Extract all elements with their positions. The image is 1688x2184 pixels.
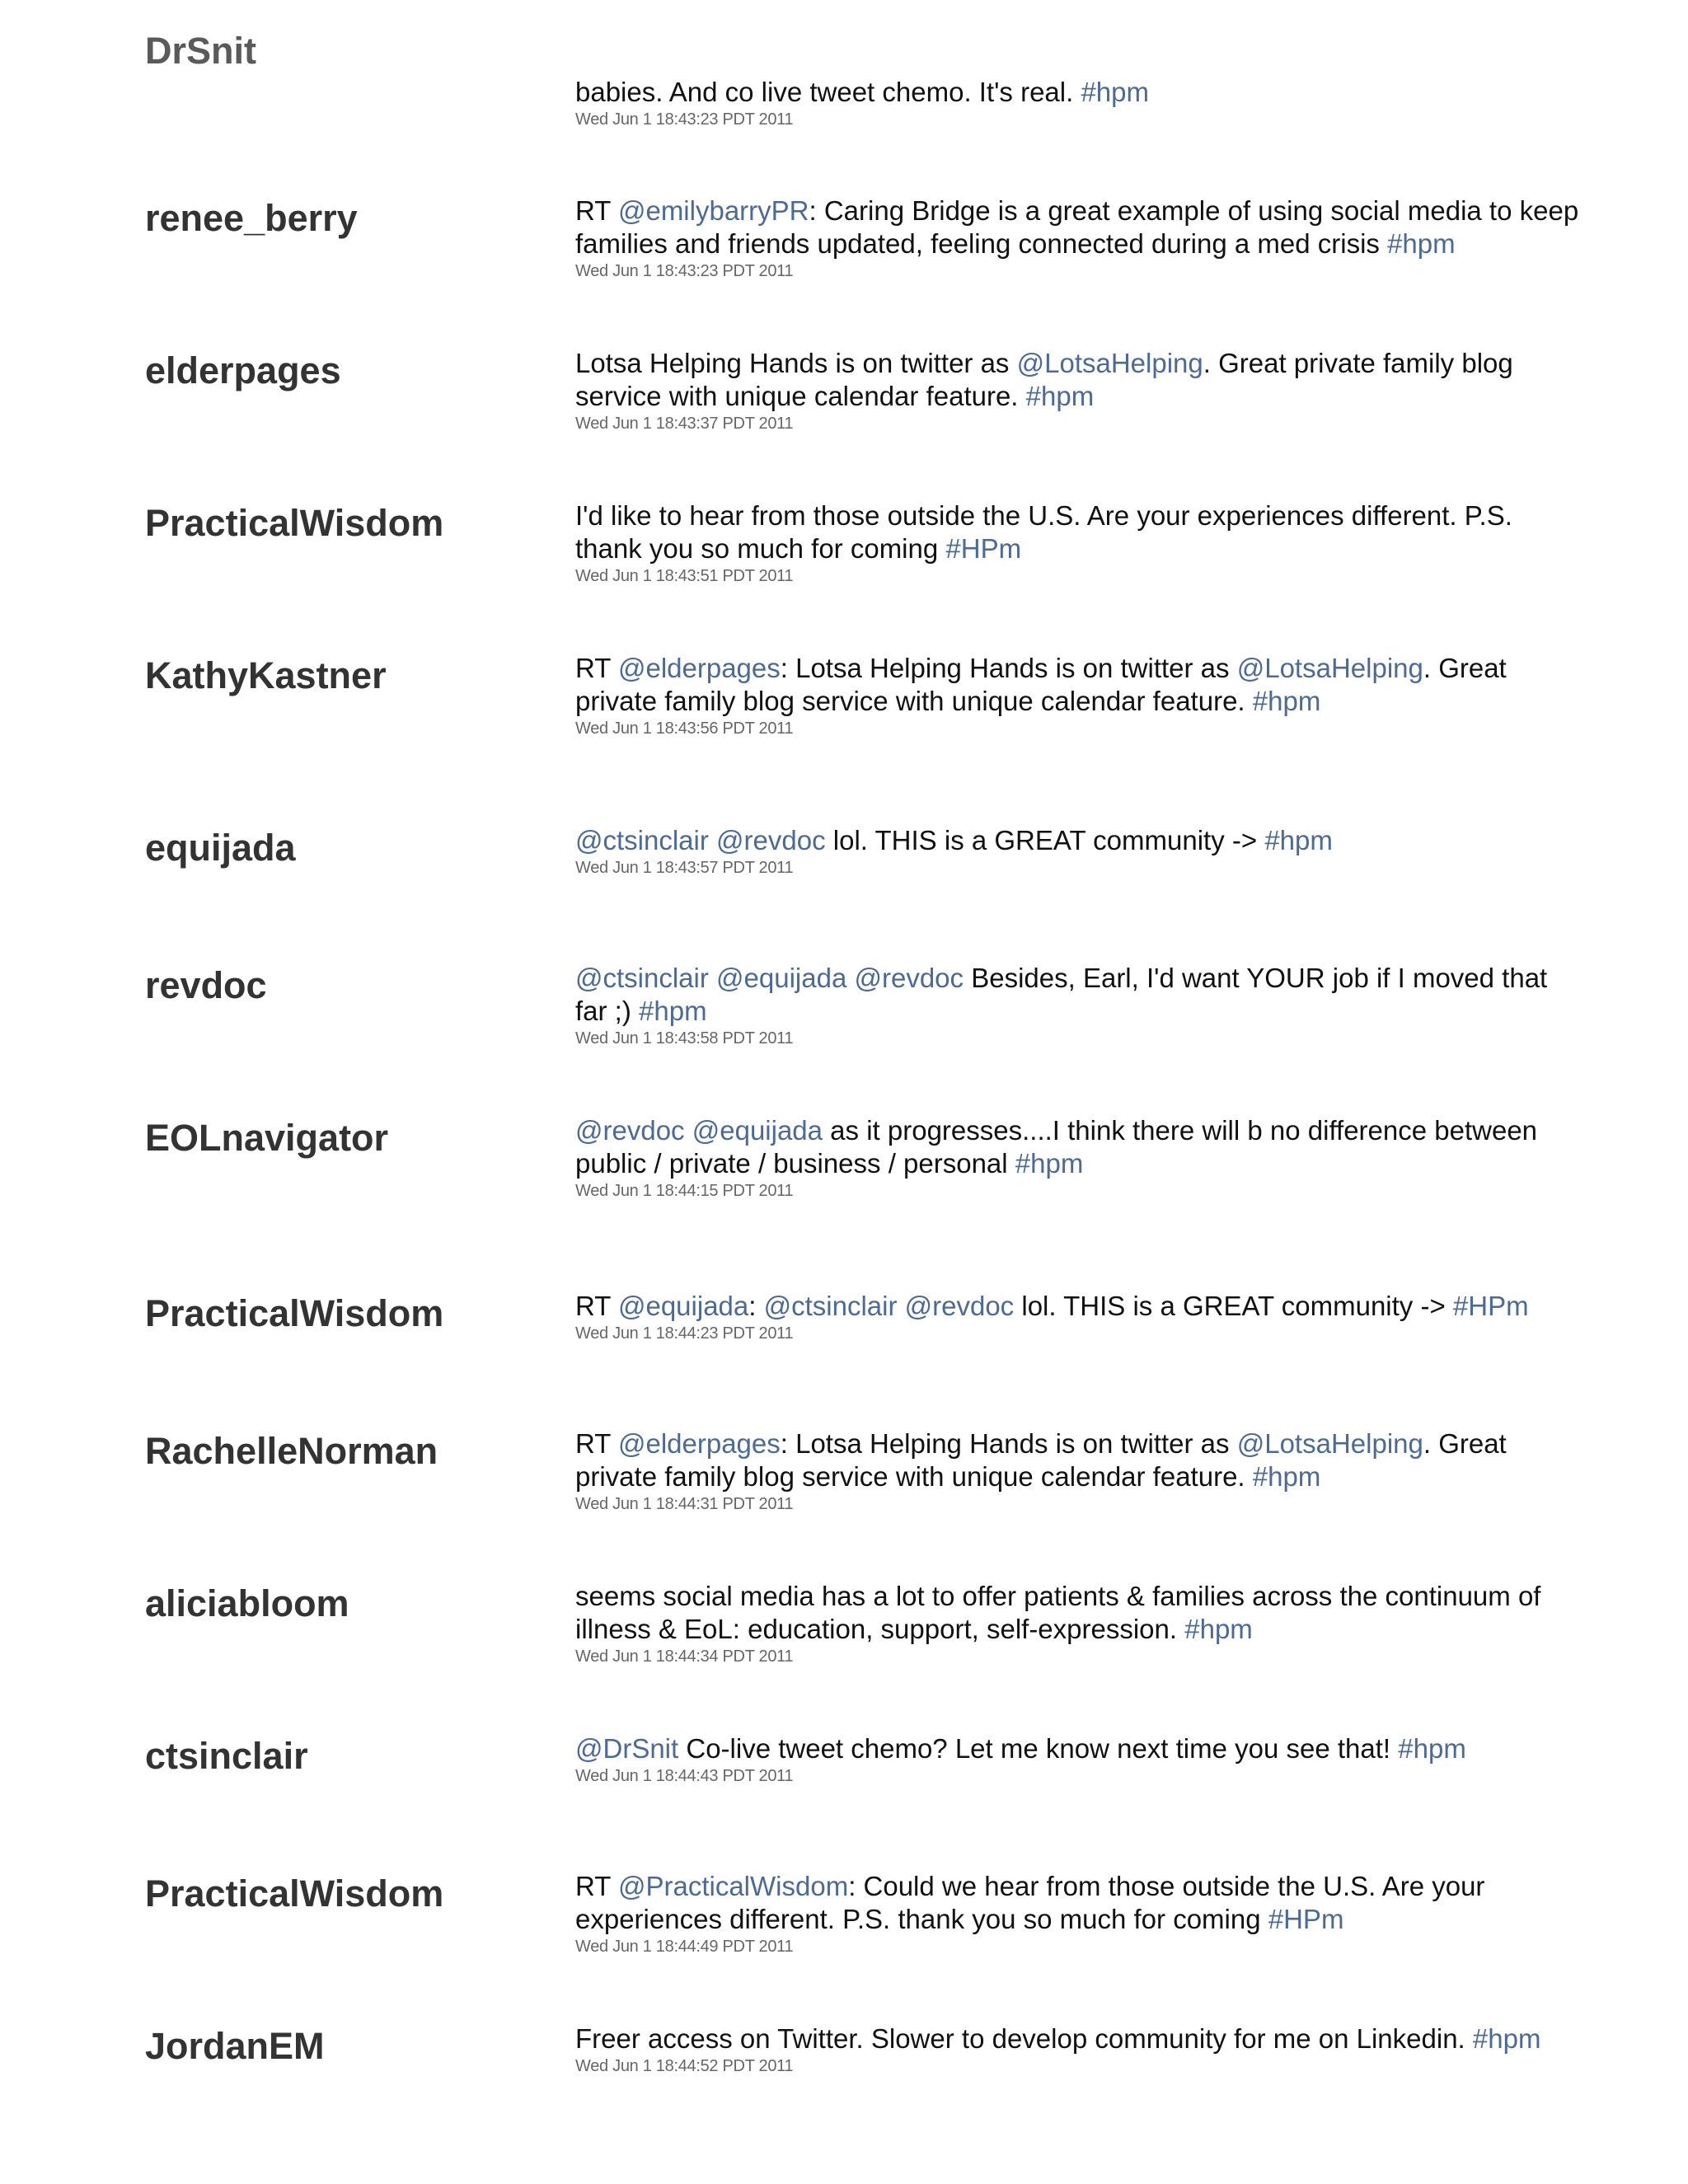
tweet-username[interactable]: PracticalWisdom: [145, 502, 444, 544]
tweet-text-segment: I'd like to hear from those outside the U.S. Are your experiences different. P.S. thank you so much for coming: [575, 500, 1512, 564]
tweet-timestamp: Wed Jun 1 18:44:15 PDT 2011: [575, 1182, 794, 1200]
mention-link[interactable]: @equijada: [692, 1115, 823, 1146]
tweet-text-segment: seems social media has a lot to offer patients & families across the continuum of illness & EoL: education, support, self-expression.: [575, 1581, 1541, 1644]
mention-link[interactable]: @elderpages: [617, 653, 781, 683]
mention-link[interactable]: @revdoc: [575, 1115, 685, 1146]
tweet-timestamp: Wed Jun 1 18:44:23 PDT 2011: [575, 1324, 794, 1343]
mention-link[interactable]: @elderpages: [617, 1428, 781, 1459]
tweet-text: [575, 1290, 1581, 1323]
tweet-timestamp: Wed Jun 1 18:44:52 PDT 2011: [575, 2057, 794, 2075]
tweet-text-segment: RT: [575, 653, 618, 683]
tweet-text: [575, 1427, 1581, 1493]
hashtag-link[interactable]: #hpm: [1252, 686, 1321, 716]
mention-link[interactable]: @equijada: [716, 963, 847, 993]
hashtag-link[interactable]: #hpm: [1252, 1461, 1321, 1492]
tweet-text-segment: Freer access on Twitter. Slower to develop community for me on Linkedin.: [575, 2023, 1473, 2054]
tweet-text-segment: babies. And co live tweet chemo. It's real.: [575, 77, 1081, 107]
mention-link[interactable]: @PracticalWisdom: [617, 1871, 849, 1901]
tweet-text-segment: : Lotsa Helping Hands is on twitter as: [780, 1428, 1237, 1459]
tweet-timestamp: Wed Jun 1 18:44:43 PDT 2011: [575, 1767, 794, 1785]
tweet-text-segment: RT: [575, 195, 618, 226]
tweet-text: [575, 76, 1581, 109]
tweet-body: [575, 76, 1581, 129]
tweet-body: [575, 1427, 1581, 1514]
hashtag-link[interactable]: #hpm: [1025, 381, 1095, 411]
hashtag-link[interactable]: #hpm: [1472, 2023, 1541, 2054]
mention-link[interactable]: @LotsaHelping: [1236, 1428, 1423, 1459]
tweet-text: [575, 499, 1581, 565]
tweet-text-segment: : Could we hear from those outside the U.S. Are your experiences different. P.S. thank you so much for coming: [575, 1871, 1485, 1934]
cutoff-username: DrSnit: [145, 30, 256, 72]
tweet-body: [575, 824, 1581, 878]
tweet-timestamp: Wed Jun 1 18:44:31 PDT 2011: [575, 1495, 794, 1513]
tweet-text: [575, 347, 1581, 413]
mention-link[interactable]: @revdoc: [904, 1291, 1015, 1321]
tweet-text-segment: RT: [575, 1291, 618, 1321]
tweet-body: [575, 2022, 1581, 2076]
tweet-timestamp: Wed Jun 1 18:43:57 PDT 2011: [575, 859, 794, 877]
tweet-username[interactable]: RachelleNorman: [145, 1430, 438, 1472]
tweet-text-segment: RT: [575, 1871, 618, 1901]
hashtag-link[interactable]: #hpm: [1184, 1614, 1253, 1644]
tweet-username[interactable]: elderpages: [145, 349, 341, 391]
mention-link[interactable]: @DrSnit: [575, 1733, 679, 1764]
tweet-username[interactable]: PracticalWisdom: [145, 1292, 444, 1334]
tweet-text-segment: [685, 1115, 692, 1146]
tweet-text-segment: [709, 825, 716, 855]
tweet-text-segment: : Caring Bridge is a great example of using social media to keep families and friends updated, feeling connected during a med crisis: [575, 195, 1579, 259]
hashtag-link[interactable]: #hpm: [1264, 825, 1333, 855]
tweet-timestamp: Wed Jun 1 18:43:23 PDT 2011: [575, 262, 794, 280]
mention-link[interactable]: @emilybarryPR: [617, 195, 809, 226]
hashtag-link[interactable]: #HPm: [1268, 1904, 1344, 1934]
mention-link[interactable]: @ctsinclair: [763, 1291, 898, 1321]
mention-link[interactable]: @ctsinclair: [575, 963, 709, 993]
tweet-text-segment: :: [748, 1291, 764, 1321]
tweet-text-segment: RT: [575, 1428, 618, 1459]
tweet-username[interactable]: equijada: [145, 827, 296, 869]
mention-link[interactable]: @LotsaHelping: [1016, 348, 1203, 378]
mention-link[interactable]: @revdoc: [716, 825, 826, 855]
tweet-text: [575, 1114, 1581, 1180]
hashtag-link[interactable]: #hpm: [1398, 1733, 1466, 1764]
tweet-body: [575, 347, 1581, 434]
tweet-timestamp: Wed Jun 1 18:43:23 PDT 2011: [575, 110, 794, 129]
tweet-username[interactable]: aliciabloom: [145, 1582, 349, 1624]
tweet-text: [575, 194, 1581, 260]
tweet-timestamp: Wed Jun 1 18:44:49 PDT 2011: [575, 1938, 794, 1956]
mention-link[interactable]: @equijada: [617, 1291, 749, 1321]
tweet-text: [575, 1732, 1581, 1765]
tweet-text: [575, 2022, 1581, 2055]
tweet-timestamp: Wed Jun 1 18:43:56 PDT 2011: [575, 719, 794, 738]
hashtag-link[interactable]: #hpm: [1081, 77, 1150, 107]
tweet-username[interactable]: revdoc: [145, 964, 267, 1006]
mention-link[interactable]: @ctsinclair: [575, 825, 709, 855]
tweet-text-segment: : Lotsa Helping Hands is on twitter as: [780, 653, 1237, 683]
tweet-body: [575, 1732, 1581, 1786]
tweet-text: [575, 1580, 1581, 1646]
hashtag-link[interactable]: #HPm: [945, 533, 1022, 564]
tweet-body: [575, 1580, 1581, 1666]
tweet-text-segment: [709, 963, 716, 993]
tweet-text-segment: Lotsa Helping Hands is on twitter as: [575, 348, 1017, 378]
hashtag-link[interactable]: #hpm: [1015, 1148, 1084, 1179]
tweet-timestamp: Wed Jun 1 18:43:58 PDT 2011: [575, 1029, 794, 1047]
tweet-timestamp: Wed Jun 1 18:43:37 PDT 2011: [575, 415, 794, 433]
tweet-timestamp: Wed Jun 1 18:43:51 PDT 2011: [575, 567, 794, 585]
tweet-body: [575, 962, 1581, 1048]
tweet-text: [575, 1870, 1581, 1936]
hashtag-link[interactable]: #hpm: [639, 996, 707, 1026]
tweet-text-segment: as it progresses....I think there will b no difference between public / private / business / personal: [575, 1115, 1538, 1179]
mention-link[interactable]: @LotsaHelping: [1236, 653, 1423, 683]
tweet-body: [575, 194, 1581, 281]
tweet-username[interactable]: JordanEM: [145, 2025, 325, 2067]
tweet-text: [575, 962, 1581, 1028]
tweet-text-segment: [897, 1291, 904, 1321]
tweet-text-segment: lol. THIS is a GREAT community ->: [1014, 1291, 1453, 1321]
tweet-username[interactable]: renee_berry: [145, 197, 358, 239]
tweet-text-segment: lol. THIS is a GREAT community ->: [825, 825, 1265, 855]
tweet-body: [575, 499, 1581, 586]
tweet-text-segment: . Great private family blog service with unique calendar feature.: [575, 653, 1507, 716]
tweet-text-segment: . Great private family blog service with unique calendar feature.: [575, 1428, 1507, 1492]
tweet-body: [575, 1870, 1581, 1957]
tweet-text-segment: Besides, Earl, I'd want YOUR job if I moved that far ;): [575, 963, 1548, 1026]
tweet-username[interactable]: ctsinclair: [145, 1735, 308, 1777]
tweet-body: [575, 1114, 1581, 1201]
hashtag-link[interactable]: #HPm: [1452, 1291, 1529, 1321]
tweet-text: [575, 652, 1581, 718]
hashtag-link[interactable]: #hpm: [1387, 228, 1456, 259]
tweet-text-segment: Co-live tweet chemo? Let me know next time you see that!: [678, 1733, 1399, 1764]
tweet-username[interactable]: KathyKastner: [145, 654, 387, 696]
mention-link[interactable]: @revdoc: [854, 963, 964, 993]
tweet-username[interactable]: PracticalWisdom: [145, 1872, 444, 1915]
tweet-body: [575, 1290, 1581, 1343]
tweet-text: [575, 824, 1581, 857]
tweet-username[interactable]: EOLnavigator: [145, 1117, 389, 1159]
tweet-timestamp: Wed Jun 1 18:44:34 PDT 2011: [575, 1647, 794, 1666]
tweet-body: [575, 652, 1581, 738]
tweet-text-segment: . Great private family blog service with unique calendar feature.: [575, 348, 1513, 411]
